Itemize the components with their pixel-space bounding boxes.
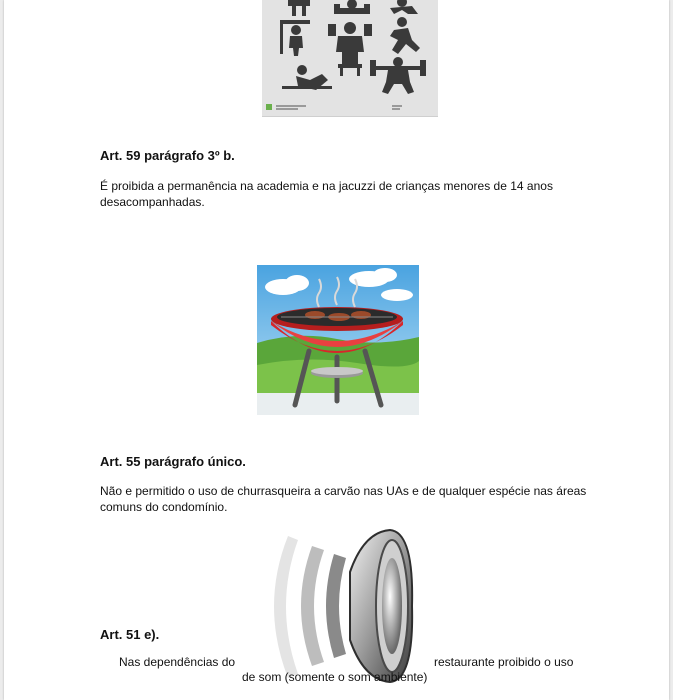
- article-51-text-start: Nas dependências do: [119, 655, 236, 669]
- barbecue-illustration: [257, 265, 419, 415]
- article-51-text-line2: de som (somente o som ambiente): [242, 670, 428, 684]
- barbecue-grill-icon: [257, 265, 419, 415]
- document-page: [4, 0, 669, 700]
- speaker-sound-icon: [266, 526, 414, 688]
- article-59-heading: Art. 59 parágrafo 3º b.: [100, 148, 235, 163]
- fitness-illustration: [262, 0, 438, 117]
- fitness-silhouettes-icon: [262, 0, 438, 116]
- speaker-illustration: [266, 526, 414, 688]
- article-51-heading: Art. 51 e).: [100, 627, 160, 642]
- article-51-text-end: restaurante proibido o uso: [434, 655, 574, 669]
- article-55-heading: Art. 55 parágrafo único.: [100, 454, 246, 469]
- article-55-text: Não e permitido o uso de churrasqueira a carvão nas UAs e de qualquer espécie nas áreas comuns do condomínio.: [100, 484, 587, 514]
- article-59-text: É proibida a permanência na academia e na jacuzzi de crianças menores de 14 anos desacompanhadas.: [100, 179, 553, 209]
